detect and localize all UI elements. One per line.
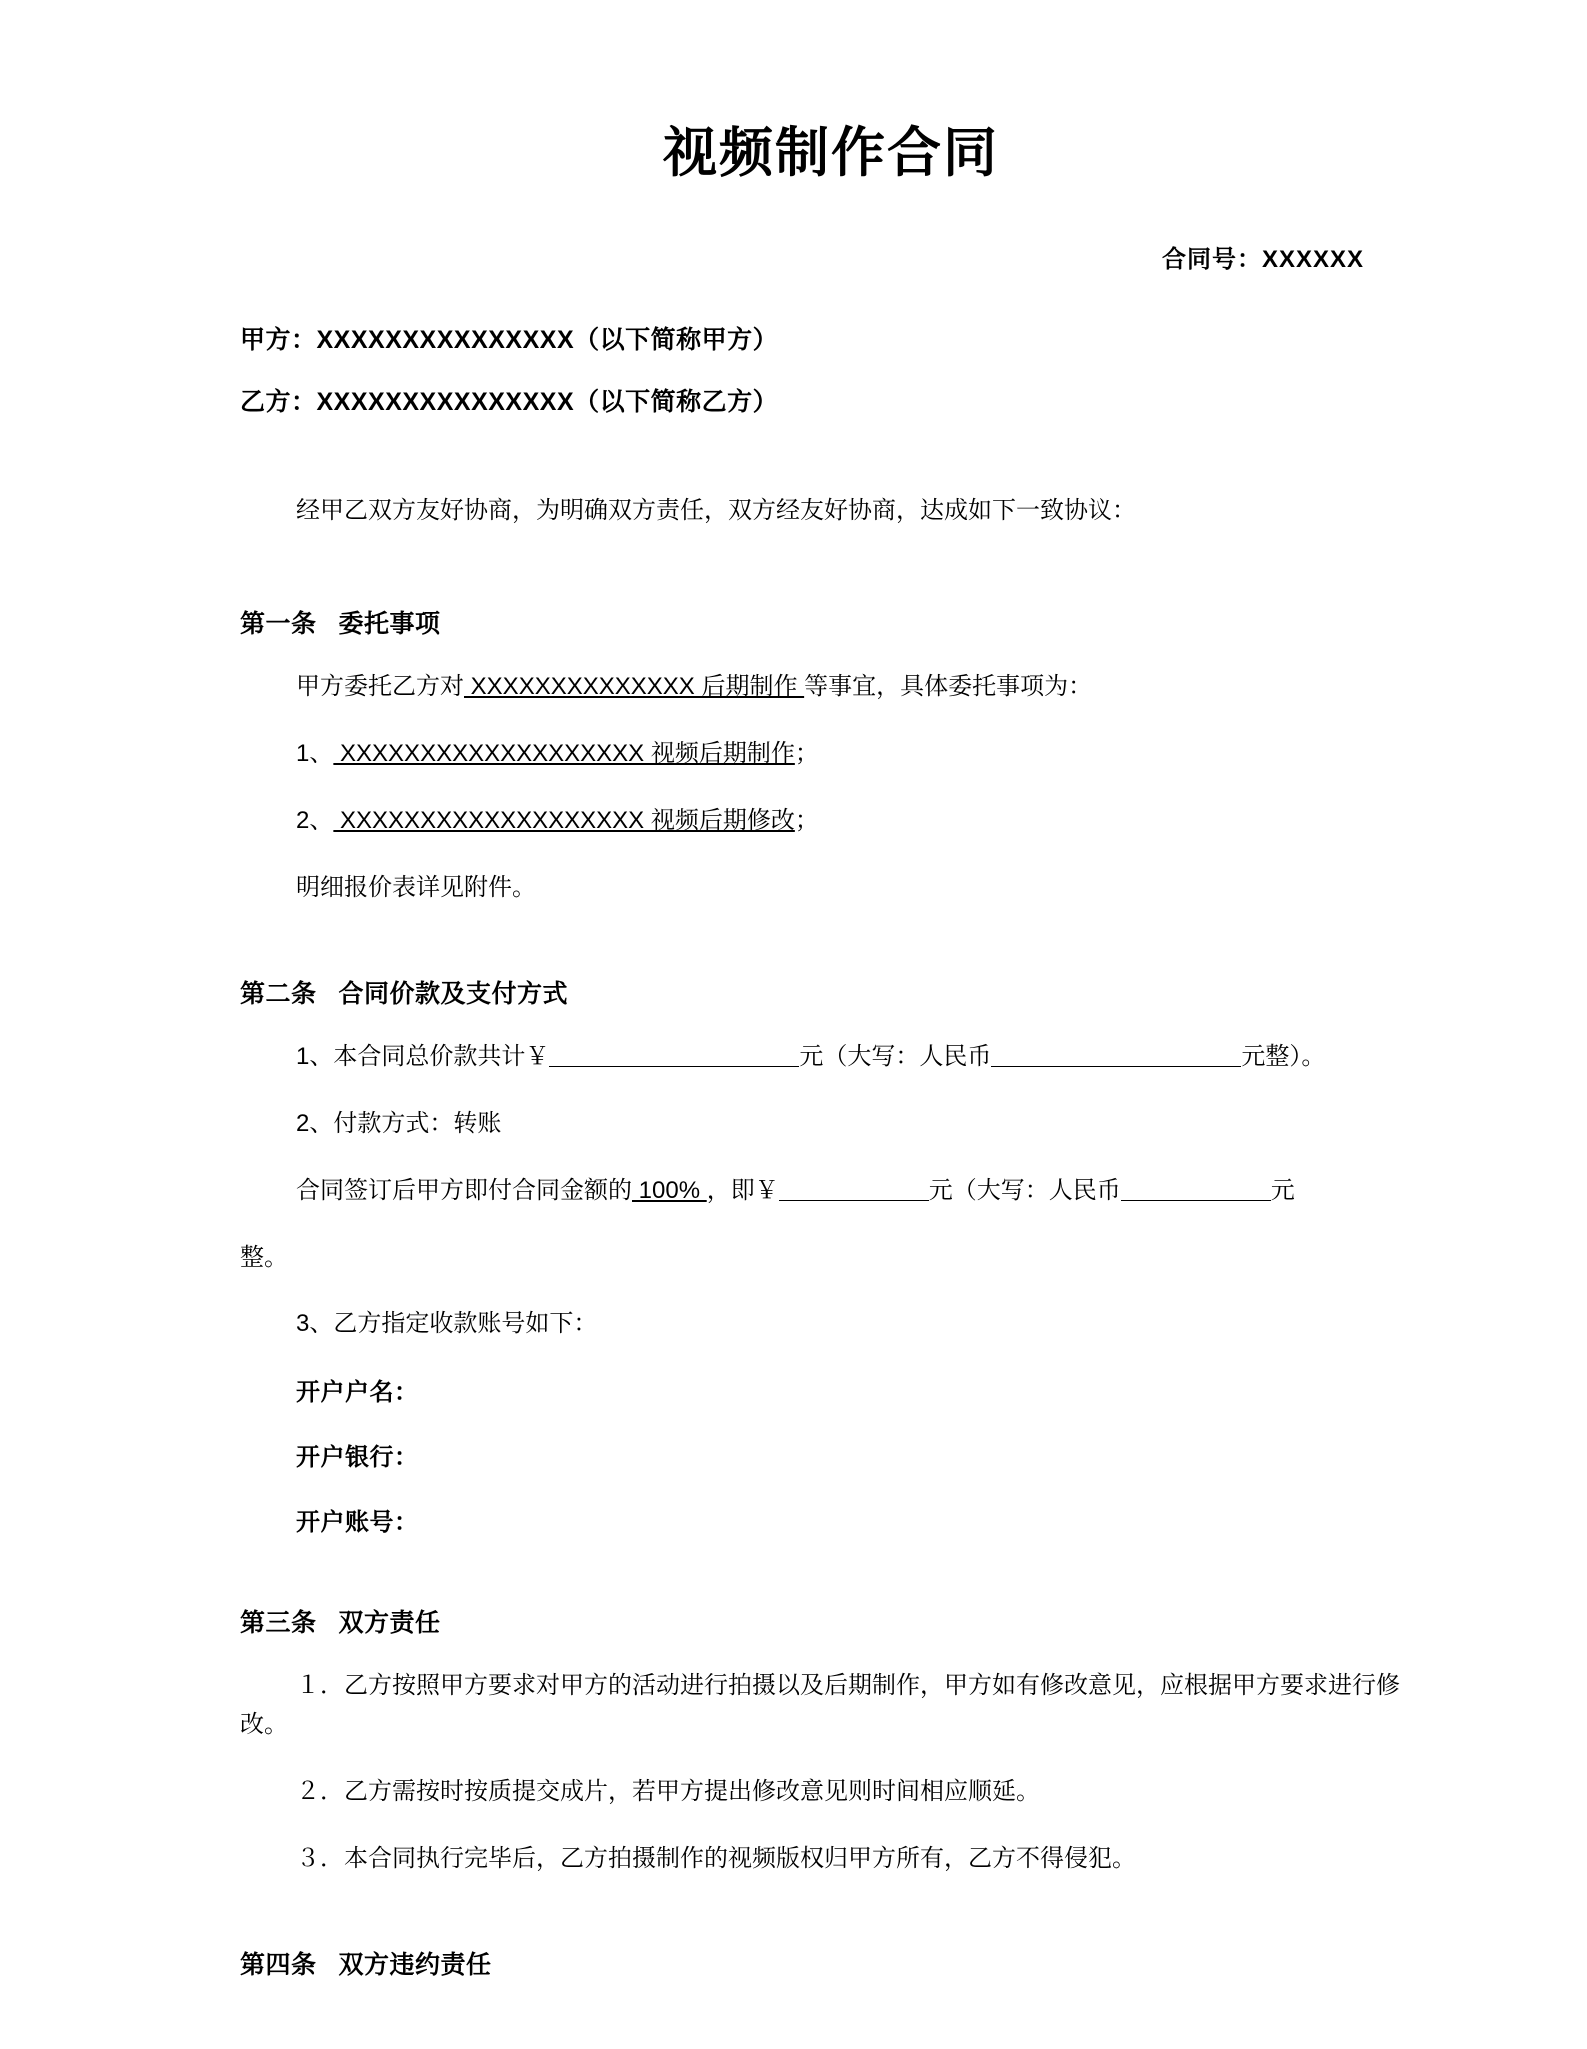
party-b-line: 乙方：XXXXXXXXXXXXXXX（以下简称乙方） <box>240 388 779 416</box>
section-heading-2 <box>240 974 1412 1010</box>
section-3-title: 双方责任 <box>338 1609 441 1638</box>
section-1-number: 第一条 <box>240 610 317 639</box>
agreement-intro: 经甲乙双方友好协商，为明确双方责任，双方经友好协商，达成如下一致协议： <box>296 497 1136 524</box>
section-4-title: 双方违约责任 <box>338 1950 492 1979</box>
bank-account-name-field: 开户户名： <box>296 1379 419 1407</box>
section-heading-3 <box>240 1603 1412 1639</box>
section-3-item-3: ３．本合同执行完毕后，乙方拍摄制作的视频版权归甲方所有，乙方不得侵犯。 <box>296 1844 1136 1872</box>
entrust-suffix: 等事宜，具体委托事项为： <box>804 673 1093 701</box>
total-price-words-blank <box>991 1066 1241 1067</box>
section-heading-4 <box>240 1945 1412 1981</box>
prepayment-middle-1: ，即￥ <box>706 1176 779 1204</box>
total-price-middle: 元（大写：人民币 <box>799 1042 992 1070</box>
item-1-prefix: 1、 <box>296 740 334 768</box>
section-2-number: 第二条 <box>240 979 317 1008</box>
page-title: 视频制作合同 <box>663 123 999 183</box>
bank-account-number-field: 开户账号： <box>296 1509 419 1537</box>
item-2-prefix: 2、 <box>296 807 334 835</box>
item-1-underline: XXXXXXXXXXXXXXXXXXX 视频后期制作 <box>333 740 795 768</box>
contract-number: 合同号：XXXXXX <box>1161 246 1364 273</box>
entrust-underline: XXXXXXXXXXXXXX 后期制作 <box>464 673 805 701</box>
party-a-line: 甲方：XXXXXXXXXXXXXXX（以下简称甲方） <box>240 326 779 354</box>
prepayment-words-blank <box>1121 1200 1271 1201</box>
bank-name-field: 开户银行： <box>296 1444 419 1472</box>
section-1-item-1 <box>240 735 1412 774</box>
prepayment-percent: 100% <box>632 1176 707 1204</box>
total-price-suffix: 元整）。 <box>1241 1042 1326 1070</box>
account-intro-line: 3、乙方指定收款账号如下： <box>296 1310 598 1338</box>
section-3-item-2: ２．乙方需按时按质提交成片，若甲方提出修改意见则时间相应顺延。 <box>296 1778 1040 1806</box>
prepayment-amount-blank <box>779 1200 929 1201</box>
prepayment-middle-2: 元（大写：人民币 <box>928 1176 1121 1204</box>
section-4-number: 第四条 <box>240 1950 317 1979</box>
item-2-suffix: ； <box>794 807 819 835</box>
prepayment-suffix: 元 <box>1270 1176 1295 1204</box>
payment-method-line: 2、付款方式：转账 <box>296 1109 502 1137</box>
prepayment-line-continued: 整。 <box>240 1243 288 1271</box>
section-1-item-2 <box>240 802 1412 841</box>
entrust-prefix: 甲方委托乙方对 <box>296 673 464 701</box>
section-1-title: 委托事项 <box>338 610 441 639</box>
prepayment-line <box>240 1172 1412 1211</box>
item-2-underline: XXXXXXXXXXXXXXXXXXX 视频后期修改 <box>333 807 795 835</box>
section-1-paragraph-1 <box>240 668 1412 707</box>
section-2-title: 合同价款及支付方式 <box>338 979 569 1008</box>
section-3-item-1: １．乙方按照甲方要求对甲方的活动进行拍摄以及后期制作，甲方如有修改意见，应根据甲方要求进行修改。 <box>240 1672 1400 1739</box>
total-price-line <box>240 1038 1412 1077</box>
prepayment-prefix: 合同签订后甲方即付合同金额的 <box>296 1176 632 1204</box>
section-heading-1 <box>240 604 1412 640</box>
total-price-prefix: 1、本合同总价款共计￥ <box>296 1042 550 1070</box>
section-3-number: 第三条 <box>240 1609 317 1638</box>
section-1-attachment-note: 明细报价表详见附件。 <box>296 874 536 902</box>
item-1-suffix: ； <box>794 740 819 768</box>
total-price-blank <box>549 1066 799 1067</box>
